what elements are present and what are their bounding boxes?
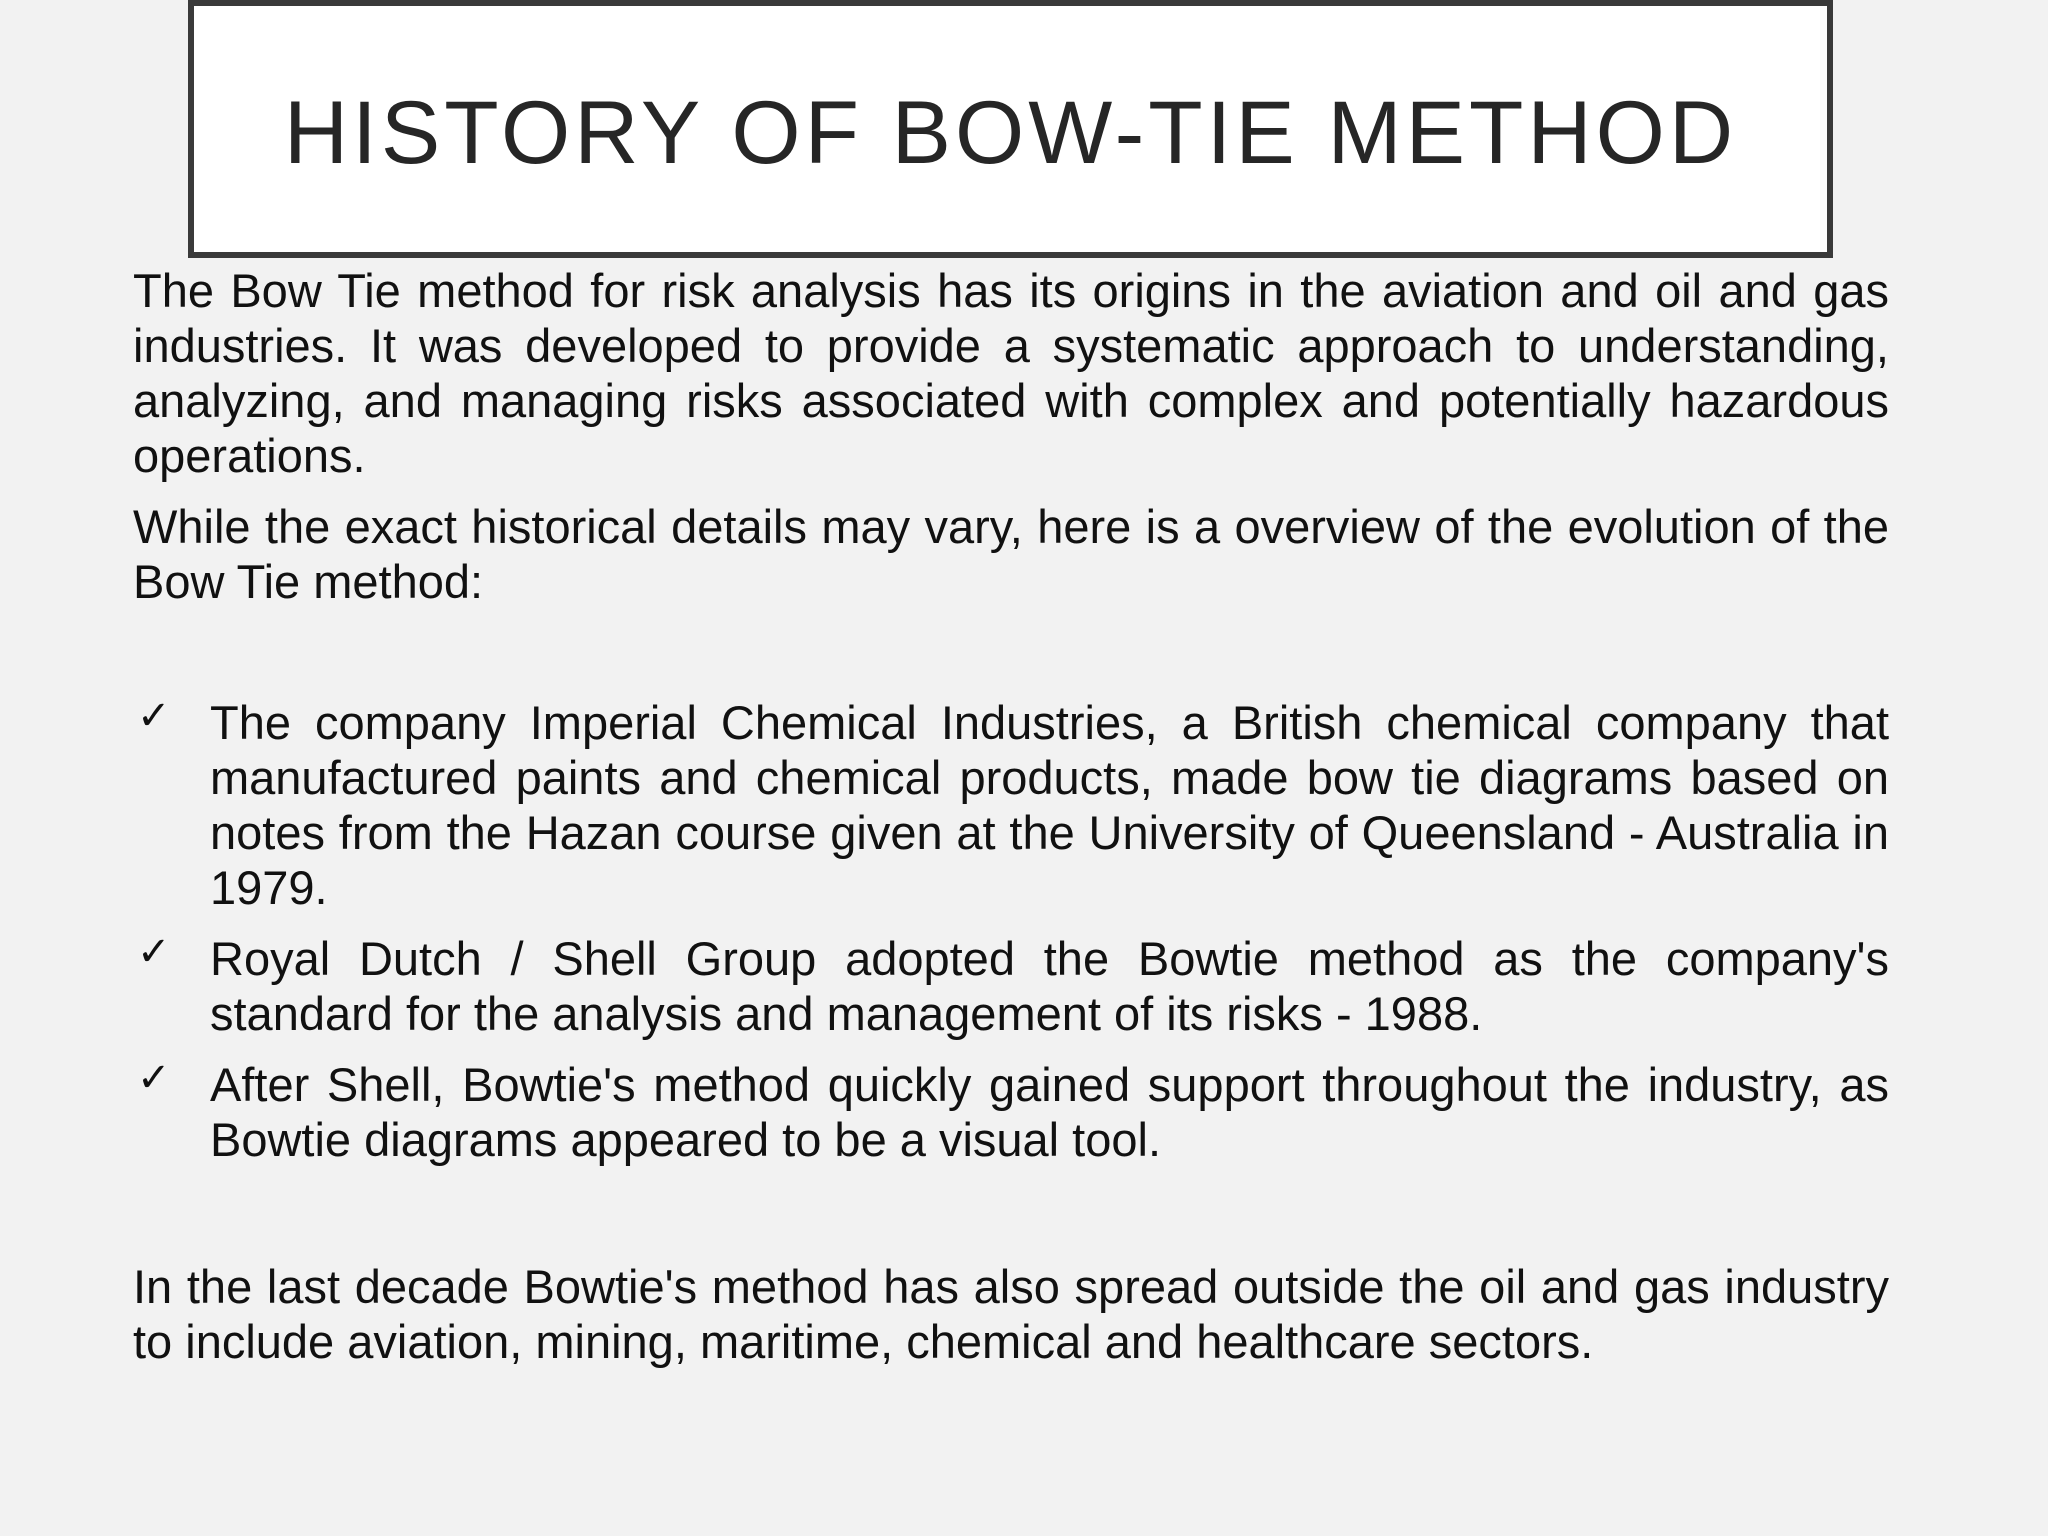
list-item [133,1057,1889,1167]
title-box [188,0,1833,258]
slide-title: HISTORY OF BOW-TIE METHOD [283,81,1738,182]
history-bullet-list [133,695,1889,1167]
intro-paragraph: The Bow Tie method for risk analysis has its origins in the aviation and oil and gas industries. It was developed to provide a systematic approach to understanding, analyzing, and managing risks associated with complex and potentially hazardous operations. [133,264,1889,482]
bullet-text: After Shell, Bowtie's method quickly gained support throughout the industry, as Bowtie diagrams appeared to be a visual tool. [210,1058,1889,1166]
list-item [133,931,1889,1041]
check-icon: ✓ [137,693,171,739]
list-item [133,695,1889,915]
check-icon: ✓ [137,929,171,975]
bullet-text: Royal Dutch / Shell Group adopted the Bowtie method as the company's standard for the analysis and management of its risks - 1988. [210,932,1889,1040]
check-icon: ✓ [137,1055,171,1101]
closing-paragraph: In the last decade Bowtie's method has also spread outside the oil and gas industry to include aviation, mining, maritime, chemical and healthcare sectors. [133,1260,1889,1368]
slide-body [133,263,1889,1369]
overview-paragraph: While the exact historical details may vary, here is a overview of the evolution of the Bow Tie method: [133,500,1889,608]
bullet-text: The company Imperial Chemical Industries, a British chemical company that manufactured paints and chemical products, made bow tie diagrams based on notes from the Hazan course given at the University of Queensland - Australia in 1979. [210,696,1889,914]
